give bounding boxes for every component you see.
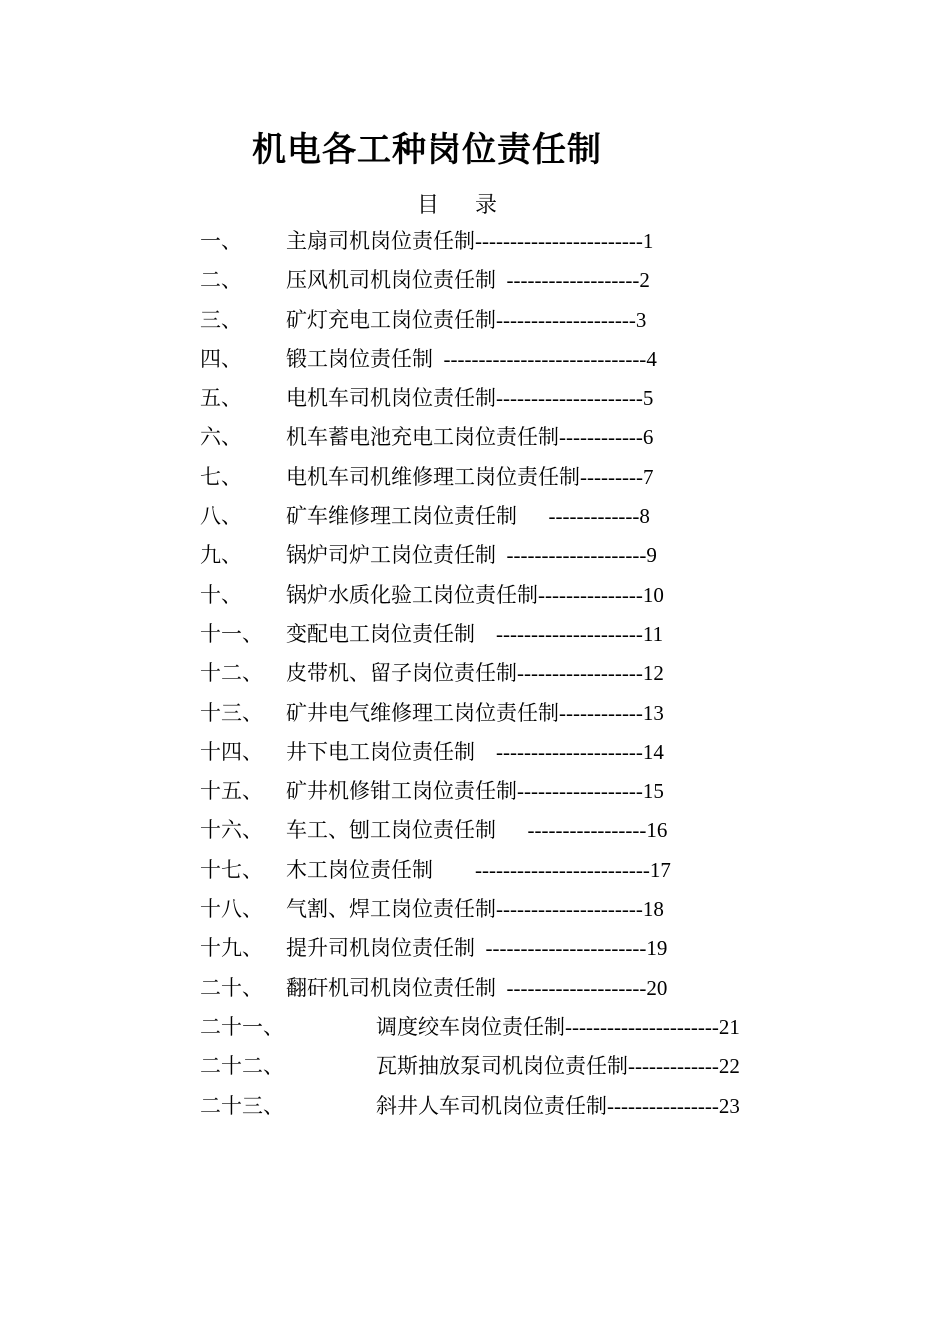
toc-entry-page: 9 (646, 543, 657, 568)
toc-entry-text (286, 615, 663, 654)
toc-entry-text (286, 536, 657, 575)
toc-entry-page: 13 (642, 700, 664, 725)
toc-entry-leader: ----------------- (496, 818, 647, 843)
toc-entry-text (286, 929, 667, 968)
toc-entry-page: 4 (646, 346, 657, 371)
toc-entry-leader: --------------------- (475, 621, 643, 646)
toc-entry-number: 一、 (200, 229, 242, 253)
toc-entry-page: 15 (642, 779, 664, 804)
toc-entry-text (286, 772, 664, 811)
toc-entry-label: 机车蓄电池充电工岗位责任制 (286, 425, 559, 450)
toc-entry-label: 矿井电气维修理工岗位责任制 (286, 700, 559, 725)
toc-entry-page: 6 (642, 425, 654, 450)
toc-entry-leader: --------------------- (496, 386, 643, 411)
toc-entry-text (286, 222, 653, 261)
toc-entry-number: 十一、 (200, 621, 263, 646)
toc-entry-leader: ------------------- (496, 268, 640, 293)
toc-entry-label: 矿灯充电工岗位责任制 (286, 307, 496, 332)
toc-entry-page: 22 (718, 1054, 740, 1079)
toc-entry-text (286, 418, 653, 457)
toc-entry-leader: --------- (580, 464, 643, 489)
toc-entry-leader: --------------------- (496, 897, 643, 922)
toc-entry-page: 18 (642, 897, 664, 922)
toc-entry-page: 11 (642, 621, 664, 646)
toc-entry-number: 十三、 (200, 700, 263, 725)
toc-entry-text (286, 497, 650, 536)
toc-entry-label: 矿井机修钳工岗位责任制 (286, 779, 517, 804)
toc-entry-text (286, 654, 664, 693)
toc-entry-leader: ------------ (559, 425, 643, 450)
toc-entry-label: 变配电工岗位责任制 (286, 621, 475, 646)
toc-entry-text (286, 301, 646, 340)
toc-entry-number: 八、 (200, 504, 242, 529)
toc-entry-number: 十五、 (200, 779, 263, 804)
toc-entry-leader: ------------------ (517, 779, 643, 804)
toc-entry-number: 十二、 (200, 661, 263, 686)
toc-entry-label: 提升司机岗位责任制 (286, 936, 475, 961)
toc-entry-label: 调度绞车岗位责任制 (376, 1014, 565, 1039)
toc-entry-number: 二十、 (200, 975, 263, 1000)
toc-entry-leader: ----------------------- (475, 936, 647, 961)
toc-entry-page: 12 (642, 661, 664, 686)
toc-entry-label: 锅炉水质化验工岗位责任制 (286, 582, 538, 607)
toc-entry-label: 车工、刨工岗位责任制 (286, 818, 496, 843)
toc-entry-page: 10 (642, 582, 664, 607)
toc-entry-page: 2 (639, 268, 650, 293)
toc-entry-text (286, 811, 667, 850)
toc-entry-label: 锅炉司炉工岗位责任制 (286, 543, 496, 568)
toc-entry-number: 六、 (200, 425, 242, 450)
toc-entry-number: 十九、 (200, 936, 263, 961)
toc-entry-text (376, 1008, 740, 1047)
toc-entry-page: 16 (646, 818, 668, 843)
toc-entry-number: 四、 (200, 346, 242, 371)
toc-entry-number: 十八、 (200, 897, 263, 922)
toc-entry-page: 14 (642, 739, 664, 764)
toc-entry-page: 7 (642, 464, 654, 489)
document-title: 机电各工种岗位责任制 (252, 130, 602, 170)
toc-entry-page: 5 (642, 386, 654, 411)
toc-entry-leader: -------------------- (496, 543, 647, 568)
toc-entry-text (286, 340, 657, 379)
toc-entry-number: 十、 (200, 582, 242, 607)
toc-entry-text (286, 733, 664, 772)
toc-entry-number: 七、 (200, 464, 242, 489)
toc-entry-text (286, 969, 667, 1008)
toc-entry-number: 十六、 (200, 818, 263, 843)
toc-entry-page: 20 (646, 975, 668, 1000)
toc-entry-page: 1 (642, 229, 654, 253)
toc-entry-label: 木工岗位责任制 (286, 857, 433, 882)
toc-entry-number: 九、 (200, 543, 242, 568)
toc-entry-page: 3 (635, 307, 647, 332)
toc-entry-leader: ---------------------- (565, 1014, 719, 1039)
toc-entry-text (286, 851, 671, 890)
toc-entry-leader: ------------- (628, 1054, 719, 1079)
toc-heading-right: 录 (475, 193, 498, 218)
toc-entry-label: 主扇司机岗位责任制 (286, 229, 475, 253)
toc-entry-leader: ------------------ (517, 661, 643, 686)
toc-entry-number: 五、 (200, 386, 242, 411)
toc-entry-leader: --------------- (538, 582, 643, 607)
toc-entry-number: 十四、 (200, 739, 263, 764)
toc-entry-text (286, 458, 653, 497)
toc-entry-leader: ---------------- (607, 1093, 719, 1118)
toc-entry-number: 二十二、 (200, 1054, 284, 1079)
toc-entry-label: 翻矸机司机岗位责任制 (286, 975, 496, 1000)
toc-entry-text (286, 576, 664, 615)
toc-entry-number: 二十三、 (200, 1093, 284, 1118)
toc-entry-label: 压风机司机岗位责任制 (286, 268, 496, 293)
toc-entry-page: 8 (639, 504, 650, 529)
toc-entry-leader: ------------ (559, 700, 643, 725)
toc-heading-left: 目 (417, 193, 440, 218)
toc-entry-label: 斜井人车司机岗位责任制 (376, 1093, 607, 1118)
toc-entry-label: 皮带机、留子岗位责任制 (286, 661, 517, 686)
toc-entry-leader: ------------- (517, 504, 640, 529)
toc-entry-page: 17 (649, 857, 671, 882)
toc-entry-page: 23 (718, 1093, 740, 1118)
toc-entry-label: 矿车维修理工岗位责任制 (286, 504, 517, 529)
toc-entry-leader: ----------------------------- (433, 346, 647, 371)
toc-entry-number: 三、 (200, 307, 242, 332)
toc-entry-leader: -------------------- (496, 307, 636, 332)
toc-entry-label: 电机车司机岗位责任制 (286, 386, 496, 411)
toc-entry-leader: --------------------- (475, 739, 643, 764)
toc-entry-label: 瓦斯抽放泵司机岗位责任制 (376, 1054, 628, 1079)
toc-entry-page: 21 (718, 1014, 740, 1039)
toc-entry-text (286, 694, 664, 733)
toc-entry-leader: -------------------- (496, 975, 647, 1000)
toc-entry-leader: ------------------------- (433, 857, 650, 882)
toc-entry-text (376, 1087, 740, 1126)
toc-entry-page: 19 (646, 936, 668, 961)
toc-entry-text (376, 1047, 740, 1086)
toc-entry-text (286, 261, 650, 300)
toc-entry-label: 锻工岗位责任制 (286, 346, 433, 371)
toc-entry-label: 气割、焊工岗位责任制 (286, 897, 496, 922)
toc-entry-number: 十七、 (200, 857, 263, 882)
toc-entry-leader: ------------------------ (475, 229, 643, 253)
toc-heading (417, 188, 497, 219)
toc-entry-text (286, 379, 653, 418)
toc-entry-label: 井下电工岗位责任制 (286, 739, 475, 764)
toc-entry-text (286, 890, 664, 929)
toc-entry-number: 二、 (200, 268, 242, 293)
toc-entry-number: 二十一、 (200, 1014, 284, 1039)
toc-entry-label: 电机车司机维修理工岗位责任制 (286, 464, 580, 489)
